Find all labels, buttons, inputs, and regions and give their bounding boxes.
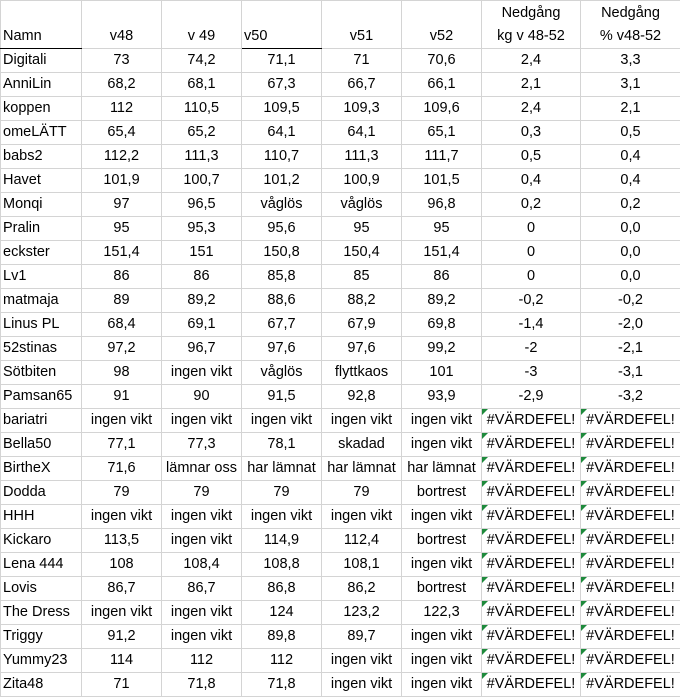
cell-loss-kg[interactable]: -2,9 <box>482 385 581 409</box>
cell-v48[interactable]: 112,2 <box>82 145 162 169</box>
cell-v48[interactable]: 91,2 <box>82 625 162 649</box>
table-row <box>1 385 680 409</box>
cell-v51[interactable]: 64,1 <box>322 121 402 145</box>
cell-v52[interactable]: ingen vikt <box>402 409 482 433</box>
cell-v51[interactable]: 109,3 <box>322 97 402 121</box>
header-loss-kg-line1: Nedgång <box>501 5 561 21</box>
cell-v50[interactable]: 97,6 <box>242 337 322 361</box>
cell-v52[interactable]: ingen vikt <box>402 553 482 577</box>
cell-v51[interactable]: 92,8 <box>322 385 402 409</box>
cell-v52[interactable]: 89,2 <box>402 289 482 313</box>
cell-v49[interactable]: 111,3 <box>162 145 242 169</box>
cell-v48[interactable]: 151,4 <box>82 241 162 265</box>
cell-loss-kg[interactable]: 2,1 <box>482 73 581 97</box>
cell-v51[interactable]: skadad <box>322 433 402 457</box>
cell-v50[interactable]: har lämnat <box>242 457 322 481</box>
cell-name[interactable]: Digitali <box>1 49 82 73</box>
table-row <box>1 433 680 457</box>
cell-v49[interactable]: 71,8 <box>162 673 242 697</box>
cell-loss-kg[interactable]: #VÄRDEFEL! <box>482 673 581 697</box>
cell-loss-pct[interactable]: #VÄRDEFEL! <box>581 433 680 457</box>
cell-v50[interactable]: 114,9 <box>242 529 322 553</box>
cell-loss-pct[interactable]: #VÄRDEFEL! <box>581 649 680 673</box>
table-row <box>1 409 680 433</box>
cell-v49[interactable]: 112 <box>162 649 242 673</box>
cell-loss-kg[interactable]: #VÄRDEFEL! <box>482 481 581 505</box>
cell-v52[interactable]: 86 <box>402 265 482 289</box>
cell-name[interactable]: babs2 <box>1 145 82 169</box>
cell-v52[interactable]: 66,1 <box>402 73 482 97</box>
cell-v48[interactable]: 108 <box>82 553 162 577</box>
cell-loss-kg[interactable]: -3 <box>482 361 581 385</box>
cell-v50[interactable]: våglös <box>242 193 322 217</box>
cell-loss-kg[interactable]: #VÄRDEFEL! <box>482 649 581 673</box>
cell-v52[interactable]: 69,8 <box>402 313 482 337</box>
cell-v51[interactable]: 108,1 <box>322 553 402 577</box>
cell-v51[interactable]: 95 <box>322 217 402 241</box>
cell-name[interactable]: Sötbiten <box>1 361 82 385</box>
cell-loss-kg[interactable]: 0,4 <box>482 169 581 193</box>
table-row <box>1 529 680 553</box>
cell-v48[interactable]: 86 <box>82 265 162 289</box>
cell-v48[interactable]: 68,2 <box>82 73 162 97</box>
cell-v48[interactable]: 98 <box>82 361 162 385</box>
cell-v51[interactable]: 89,7 <box>322 625 402 649</box>
cell-v52[interactable]: ingen vikt <box>402 649 482 673</box>
cell-name[interactable]: Lv1 <box>1 265 82 289</box>
cell-v51[interactable]: 100,9 <box>322 169 402 193</box>
table-row <box>1 49 680 73</box>
cell-v52[interactable]: ingen vikt <box>402 433 482 457</box>
cell-v52[interactable]: 101,5 <box>402 169 482 193</box>
cell-name[interactable]: Bella50 <box>1 433 82 457</box>
table-row <box>1 265 680 289</box>
cell-name[interactable]: Yummy23 <box>1 649 82 673</box>
cell-v48[interactable]: 71,6 <box>82 457 162 481</box>
cell-v52[interactable]: har lämnat <box>402 457 482 481</box>
header-v51[interactable]: v51 <box>322 1 402 49</box>
table-row <box>1 649 680 673</box>
cell-v48[interactable]: 112 <box>82 97 162 121</box>
cell-v49[interactable]: 89,2 <box>162 289 242 313</box>
cell-v50[interactable]: 71,1 <box>242 49 322 73</box>
table-row <box>1 313 680 337</box>
cell-v51[interactable]: 71 <box>322 49 402 73</box>
cell-v52[interactable]: 70,6 <box>402 49 482 73</box>
cell-v51[interactable]: 111,3 <box>322 145 402 169</box>
cell-v48[interactable]: 97,2 <box>82 337 162 361</box>
cell-loss-kg[interactable]: -2 <box>482 337 581 361</box>
cell-v48[interactable]: 73 <box>82 49 162 73</box>
cell-loss-pct[interactable]: 0,5 <box>581 121 680 145</box>
cell-name[interactable]: eckster <box>1 241 82 265</box>
cell-v49[interactable]: 74,2 <box>162 49 242 73</box>
cell-name[interactable]: omeLÄTT <box>1 121 82 145</box>
header-v48[interactable]: v48 <box>82 1 162 49</box>
cell-name[interactable]: Dodda <box>1 481 82 505</box>
cell-v52[interactable]: 95 <box>402 217 482 241</box>
cell-v48[interactable]: 86,7 <box>82 577 162 601</box>
header-name[interactable]: Namn <box>1 1 82 49</box>
cell-v50[interactable]: 150,8 <box>242 241 322 265</box>
cell-v50[interactable]: 110,7 <box>242 145 322 169</box>
cell-v52[interactable]: bortrest <box>402 481 482 505</box>
cell-name[interactable]: Linus PL <box>1 313 82 337</box>
cell-name[interactable]: Triggy <box>1 625 82 649</box>
cell-v51[interactable]: 66,7 <box>322 73 402 97</box>
cell-v49[interactable]: 110,5 <box>162 97 242 121</box>
cell-v52[interactable]: bortrest <box>402 529 482 553</box>
cell-v52[interactable]: bortrest <box>402 577 482 601</box>
cell-v49[interactable]: lämnar oss <box>162 457 242 481</box>
cell-loss-kg[interactable]: 0 <box>482 241 581 265</box>
cell-v48[interactable]: 97 <box>82 193 162 217</box>
cell-v51[interactable]: ingen vikt <box>322 505 402 529</box>
cell-loss-pct[interactable]: 0,2 <box>581 193 680 217</box>
cell-v48[interactable]: ingen vikt <box>82 409 162 433</box>
cell-v49[interactable]: 90 <box>162 385 242 409</box>
cell-v48[interactable]: 89 <box>82 289 162 313</box>
table-row <box>1 121 680 145</box>
cell-name[interactable]: HHH <box>1 505 82 529</box>
cell-v50[interactable]: 91,5 <box>242 385 322 409</box>
cell-v49[interactable]: 86 <box>162 265 242 289</box>
table-row <box>1 337 680 361</box>
cell-v52[interactable]: 111,7 <box>402 145 482 169</box>
cell-v48[interactable]: 79 <box>82 481 162 505</box>
table-row <box>1 289 680 313</box>
header-loss-kg[interactable] <box>482 1 581 49</box>
cell-v51[interactable]: våglös <box>322 193 402 217</box>
cell-v52[interactable]: 65,1 <box>402 121 482 145</box>
cell-v50[interactable]: 112 <box>242 649 322 673</box>
cell-loss-kg[interactable]: 0,3 <box>482 121 581 145</box>
cell-name[interactable]: Pralin <box>1 217 82 241</box>
cell-v50[interactable]: våglös <box>242 361 322 385</box>
cell-v50[interactable]: 67,7 <box>242 313 322 337</box>
header-v50[interactable]: v50 <box>242 1 322 49</box>
cell-loss-pct[interactable]: 0,0 <box>581 241 680 265</box>
cell-loss-kg[interactable]: -0,2 <box>482 289 581 313</box>
header-v49[interactable]: v 49 <box>162 1 242 49</box>
cell-loss-kg[interactable]: #VÄRDEFEL! <box>482 625 581 649</box>
cell-loss-pct[interactable]: 3,1 <box>581 73 680 97</box>
cell-name[interactable]: matmaja <box>1 289 82 313</box>
cell-name[interactable]: AnniLin <box>1 73 82 97</box>
cell-v52[interactable]: 122,3 <box>402 601 482 625</box>
table-row <box>1 505 680 529</box>
cell-v51[interactable]: ingen vikt <box>322 409 402 433</box>
cell-v51[interactable]: 112,4 <box>322 529 402 553</box>
cell-v50[interactable]: 79 <box>242 481 322 505</box>
cell-v52[interactable]: ingen vikt <box>402 625 482 649</box>
table-row <box>1 673 680 697</box>
cell-v49[interactable]: ingen vikt <box>162 625 242 649</box>
cell-v51[interactable]: 123,2 <box>322 601 402 625</box>
cell-loss-kg[interactable]: #VÄRDEFEL! <box>482 601 581 625</box>
cell-v51[interactable]: 88,2 <box>322 289 402 313</box>
cell-v48[interactable]: 71 <box>82 673 162 697</box>
cell-loss-pct[interactable]: -0,2 <box>581 289 680 313</box>
header-v52[interactable]: v52 <box>402 1 482 49</box>
cell-name[interactable]: bariatri <box>1 409 82 433</box>
cell-loss-pct[interactable]: #VÄRDEFEL! <box>581 673 680 697</box>
cell-v50[interactable]: 67,3 <box>242 73 322 97</box>
cell-loss-pct[interactable]: #VÄRDEFEL! <box>581 625 680 649</box>
cell-v51[interactable]: 97,6 <box>322 337 402 361</box>
cell-v51[interactable]: ingen vikt <box>322 649 402 673</box>
header-loss-pct-line1: Nedgång <box>601 5 660 21</box>
cell-v50[interactable]: 85,8 <box>242 265 322 289</box>
cell-loss-kg[interactable]: #VÄRDEFEL! <box>482 577 581 601</box>
table-row <box>1 601 680 625</box>
table-row <box>1 193 680 217</box>
cell-loss-pct[interactable]: #VÄRDEFEL! <box>581 601 680 625</box>
cell-v49[interactable]: 108,4 <box>162 553 242 577</box>
cell-v50[interactable]: ingen vikt <box>242 409 322 433</box>
cell-loss-pct[interactable]: 3,3 <box>581 49 680 73</box>
cell-name[interactable]: Pamsan65 <box>1 385 82 409</box>
cell-name[interactable]: BirtheX <box>1 457 82 481</box>
cell-v50[interactable]: ingen vikt <box>242 505 322 529</box>
cell-loss-kg[interactable]: #VÄRDEFEL! <box>482 553 581 577</box>
cell-v50[interactable]: 108,8 <box>242 553 322 577</box>
cell-name[interactable]: 52stinas <box>1 337 82 361</box>
cell-loss-pct[interactable]: -2,0 <box>581 313 680 337</box>
table-row <box>1 145 680 169</box>
cell-loss-pct[interactable]: 0,0 <box>581 265 680 289</box>
cell-v52[interactable]: 99,2 <box>402 337 482 361</box>
cell-v49[interactable]: ingen vikt <box>162 409 242 433</box>
cell-loss-kg[interactable]: 2,4 <box>482 97 581 121</box>
table-row <box>1 481 680 505</box>
cell-loss-kg[interactable]: #VÄRDEFEL! <box>482 433 581 457</box>
cell-loss-pct[interactable]: -2,1 <box>581 337 680 361</box>
table-row <box>1 169 680 193</box>
table-row <box>1 73 680 97</box>
table-row <box>1 361 680 385</box>
cell-loss-pct[interactable]: 0,0 <box>581 217 680 241</box>
cell-v48[interactable]: ingen vikt <box>82 505 162 529</box>
cell-v52[interactable]: ingen vikt <box>402 673 482 697</box>
cell-loss-kg[interactable]: 0,5 <box>482 145 581 169</box>
cell-v51[interactable]: ingen vikt <box>322 673 402 697</box>
cell-v49[interactable]: ingen vikt <box>162 601 242 625</box>
cell-loss-pct[interactable]: 2,1 <box>581 97 680 121</box>
cell-v51[interactable]: har lämnat <box>322 457 402 481</box>
cell-v49[interactable]: 86,7 <box>162 577 242 601</box>
cell-loss-pct[interactable]: #VÄRDEFEL! <box>581 505 680 529</box>
cell-v49[interactable]: 77,3 <box>162 433 242 457</box>
cell-v52[interactable]: 151,4 <box>402 241 482 265</box>
cell-v50[interactable]: 124 <box>242 601 322 625</box>
cell-v49[interactable]: 96,5 <box>162 193 242 217</box>
table-row <box>1 241 680 265</box>
cell-v48[interactable]: 113,5 <box>82 529 162 553</box>
cell-v49[interactable]: 79 <box>162 481 242 505</box>
cell-loss-kg[interactable]: 0,2 <box>482 193 581 217</box>
cell-name[interactable]: Zita48 <box>1 673 82 697</box>
cell-name[interactable]: Lena 444 <box>1 553 82 577</box>
cell-loss-pct[interactable]: -3,2 <box>581 385 680 409</box>
cell-v48[interactable]: 101,9 <box>82 169 162 193</box>
cell-loss-pct[interactable]: #VÄRDEFEL! <box>581 529 680 553</box>
header-loss-pct[interactable] <box>581 1 680 49</box>
cell-v48[interactable]: 91 <box>82 385 162 409</box>
cell-v52[interactable]: 109,6 <box>402 97 482 121</box>
cell-v51[interactable]: 86,2 <box>322 577 402 601</box>
cell-v49[interactable]: 65,2 <box>162 121 242 145</box>
cell-v52[interactable]: 93,9 <box>402 385 482 409</box>
cell-v49[interactable]: ingen vikt <box>162 361 242 385</box>
cell-v49[interactable]: 151 <box>162 241 242 265</box>
cell-loss-kg[interactable]: #VÄRDEFEL! <box>482 529 581 553</box>
cell-name[interactable]: Lovis <box>1 577 82 601</box>
cell-name[interactable]: Monqi <box>1 193 82 217</box>
cell-name[interactable]: Havet <box>1 169 82 193</box>
header-loss-pct-line2: % v48-52 <box>599 28 662 44</box>
cell-loss-pct[interactable]: #VÄRDEFEL! <box>581 457 680 481</box>
cell-loss-pct[interactable]: #VÄRDEFEL! <box>581 409 680 433</box>
cell-v50[interactable]: 78,1 <box>242 433 322 457</box>
cell-v50[interactable]: 101,2 <box>242 169 322 193</box>
cell-v50[interactable]: 95,6 <box>242 217 322 241</box>
cell-v49[interactable]: 69,1 <box>162 313 242 337</box>
cell-v50[interactable]: 71,8 <box>242 673 322 697</box>
cell-loss-pct[interactable]: #VÄRDEFEL! <box>581 481 680 505</box>
table-row <box>1 97 680 121</box>
cell-loss-kg[interactable]: 2,4 <box>482 49 581 73</box>
cell-v50[interactable]: 88,6 <box>242 289 322 313</box>
cell-name[interactable]: Kickaro <box>1 529 82 553</box>
table-row <box>1 553 680 577</box>
cell-v48[interactable]: 65,4 <box>82 121 162 145</box>
cell-loss-kg[interactable]: -1,4 <box>482 313 581 337</box>
table-row <box>1 457 680 481</box>
cell-loss-kg[interactable]: #VÄRDEFEL! <box>482 505 581 529</box>
cell-v52[interactable]: 96,8 <box>402 193 482 217</box>
cell-v51[interactable]: 67,9 <box>322 313 402 337</box>
cell-name[interactable]: koppen <box>1 97 82 121</box>
cell-v48[interactable]: 77,1 <box>82 433 162 457</box>
cell-v49[interactable]: ingen vikt <box>162 505 242 529</box>
cell-v50[interactable]: 109,5 <box>242 97 322 121</box>
cell-v51[interactable]: 150,4 <box>322 241 402 265</box>
header-loss-kg-line2: kg v 48-52 <box>497 28 565 44</box>
cell-name[interactable]: The Dress <box>1 601 82 625</box>
cell-v51[interactable]: 79 <box>322 481 402 505</box>
cell-v51[interactable]: flyttkaos <box>322 361 402 385</box>
cell-v49[interactable]: 68,1 <box>162 73 242 97</box>
table-row <box>1 217 680 241</box>
cell-loss-pct[interactable]: 0,4 <box>581 145 680 169</box>
cell-v48[interactable]: ingen vikt <box>82 601 162 625</box>
cell-v49[interactable]: 95,3 <box>162 217 242 241</box>
cell-loss-pct[interactable]: -3,1 <box>581 361 680 385</box>
cell-v52[interactable]: ingen vikt <box>402 505 482 529</box>
cell-loss-pct[interactable]: #VÄRDEFEL! <box>581 577 680 601</box>
cell-v50[interactable]: 89,8 <box>242 625 322 649</box>
header-row <box>1 1 680 49</box>
cell-loss-kg[interactable]: #VÄRDEFEL! <box>482 457 581 481</box>
cell-loss-pct[interactable]: #VÄRDEFEL! <box>581 553 680 577</box>
table-row <box>1 625 680 649</box>
cell-v49[interactable]: 96,7 <box>162 337 242 361</box>
table-row <box>1 577 680 601</box>
cell-v48[interactable]: 68,4 <box>82 313 162 337</box>
cell-v49[interactable]: ingen vikt <box>162 529 242 553</box>
cell-v48[interactable]: 95 <box>82 217 162 241</box>
cell-v50[interactable]: 86,8 <box>242 577 322 601</box>
cell-loss-kg[interactable]: #VÄRDEFEL! <box>482 409 581 433</box>
cell-v50[interactable]: 64,1 <box>242 121 322 145</box>
cell-v49[interactable]: 100,7 <box>162 169 242 193</box>
cell-v52[interactable]: 101 <box>402 361 482 385</box>
cell-v51[interactable]: 85 <box>322 265 402 289</box>
cell-v48[interactable]: 114 <box>82 649 162 673</box>
cell-loss-kg[interactable]: 0 <box>482 217 581 241</box>
cell-loss-pct[interactable]: 0,4 <box>581 169 680 193</box>
cell-loss-kg[interactable]: 0 <box>482 265 581 289</box>
